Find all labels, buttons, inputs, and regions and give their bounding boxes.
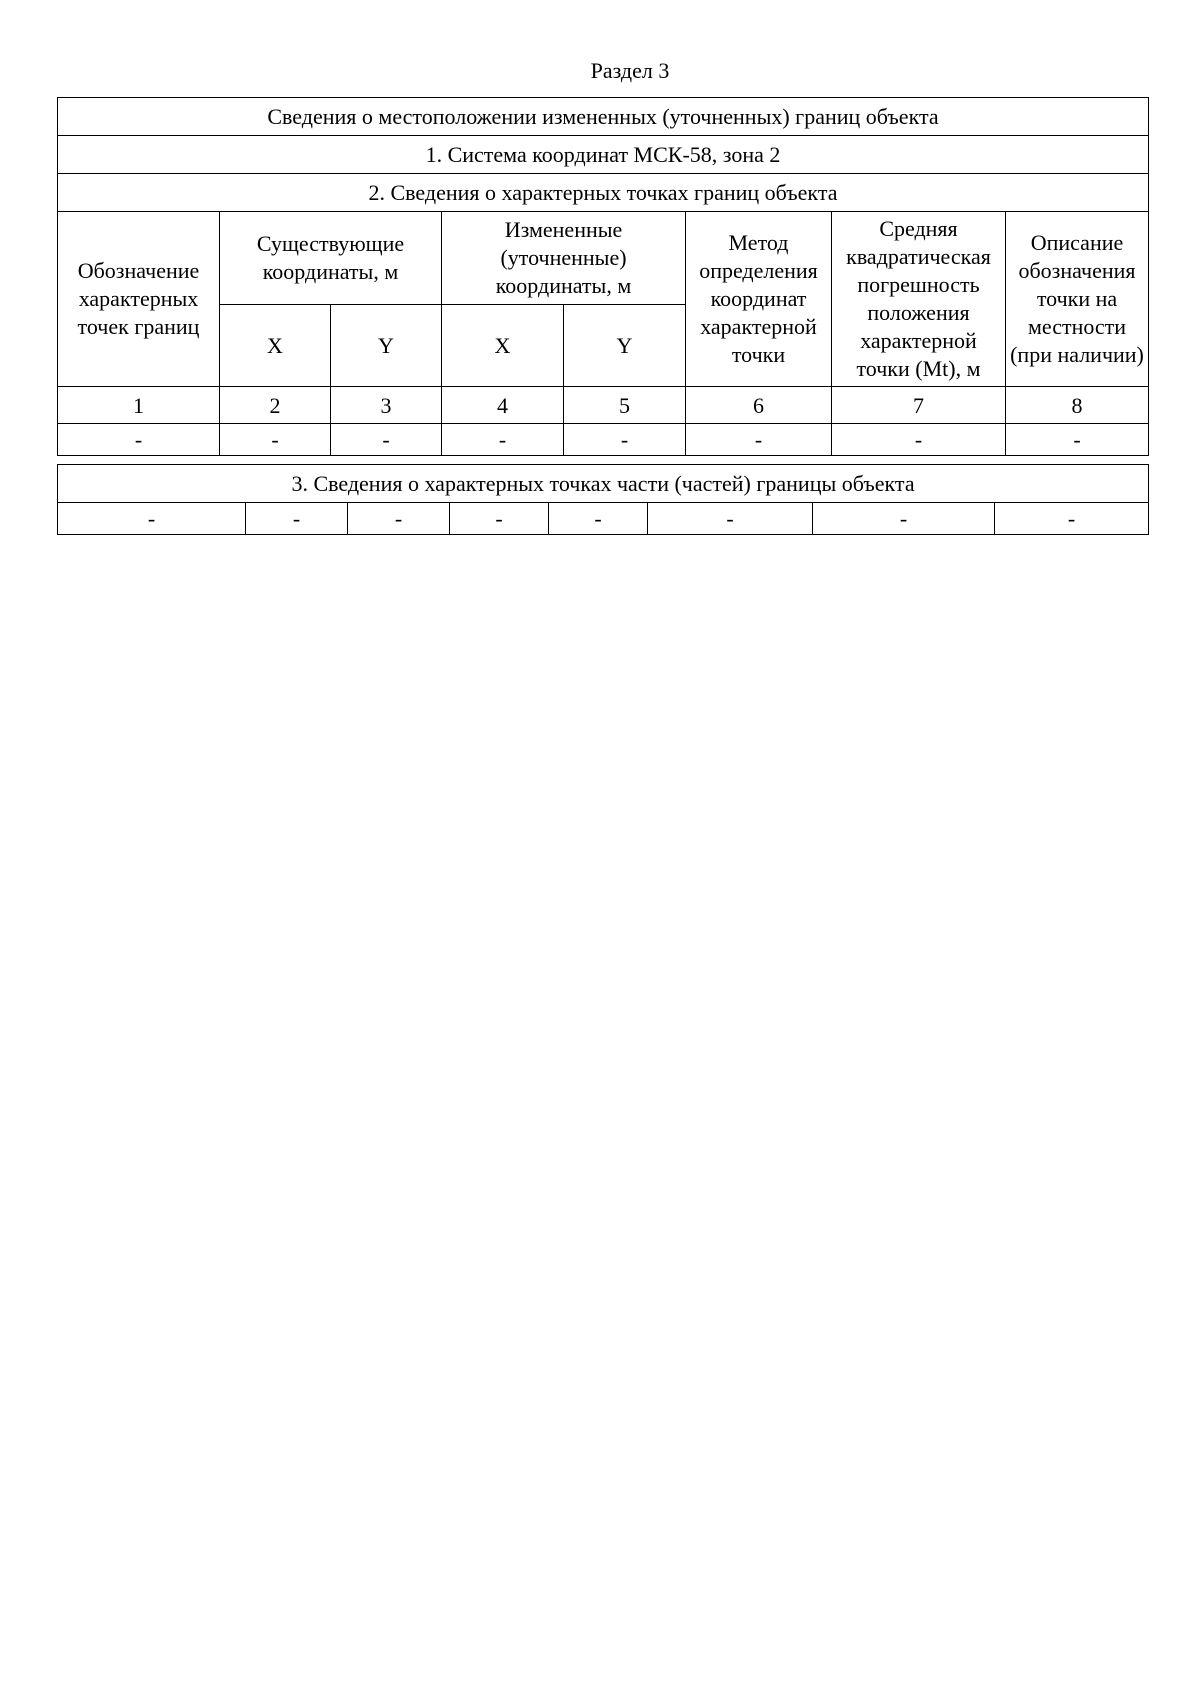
- column-number: 1: [58, 387, 220, 424]
- column-number: 2: [220, 387, 331, 424]
- table-title: Сведения о местоположении измененных (уточненных) границ объекта: [58, 98, 1149, 136]
- table-cell: -: [331, 424, 442, 456]
- table-cell: -: [832, 424, 1006, 456]
- header-point-designation: Обозначение характерных точек границ: [58, 212, 220, 387]
- table-row: [58, 503, 1149, 535]
- header-mean-error: Средняя квадратическая погрешность положения характерной точки (Mt), м: [832, 212, 1006, 387]
- column-number: 8: [1006, 387, 1149, 424]
- table-cell: -: [58, 424, 220, 456]
- table-cell: -: [648, 503, 813, 535]
- table-row: [58, 424, 1149, 456]
- header-changed-y: Y: [564, 305, 686, 387]
- header-changed-coords: Измененные (уточненные) координаты, м: [442, 212, 686, 305]
- table-cell: -: [813, 503, 995, 535]
- header-existing-x: X: [220, 305, 331, 387]
- boundary-parts-table: [57, 464, 1149, 535]
- header-method: Метод определения координат характерной точки: [686, 212, 832, 387]
- table-cell: -: [348, 503, 450, 535]
- table-cell: -: [564, 424, 686, 456]
- table-cell: -: [549, 503, 648, 535]
- header-changed-x: X: [442, 305, 564, 387]
- column-number: 6: [686, 387, 832, 424]
- table-cell: -: [995, 503, 1149, 535]
- parts-section-title: 3. Сведения о характерных точках части (частей) границы объекта: [58, 465, 1149, 503]
- column-number: 3: [331, 387, 442, 424]
- table-cell: -: [442, 424, 564, 456]
- table-cell: -: [1006, 424, 1149, 456]
- column-number: 5: [564, 387, 686, 424]
- boundary-points-table: [57, 97, 1149, 456]
- section-label: Раздел 3: [590, 58, 670, 83]
- points-section-title: 2. Сведения о характерных точках границ объекта: [58, 174, 1149, 212]
- header-existing-coords: Существующие координаты, м: [220, 212, 442, 305]
- table-cell: -: [220, 424, 331, 456]
- coordinate-system: 1. Система координат МСК-58, зона 2: [58, 136, 1149, 174]
- column-number: 4: [442, 387, 564, 424]
- column-number: 7: [832, 387, 1006, 424]
- table-cell: -: [450, 503, 549, 535]
- table-cell: -: [58, 503, 246, 535]
- header-existing-y: Y: [331, 305, 442, 387]
- column-numbers-row: [58, 387, 1149, 424]
- header-description: Описание обозначения точки на местности (при наличии): [1006, 212, 1149, 387]
- table-cell: -: [686, 424, 832, 456]
- table-cell: -: [246, 503, 348, 535]
